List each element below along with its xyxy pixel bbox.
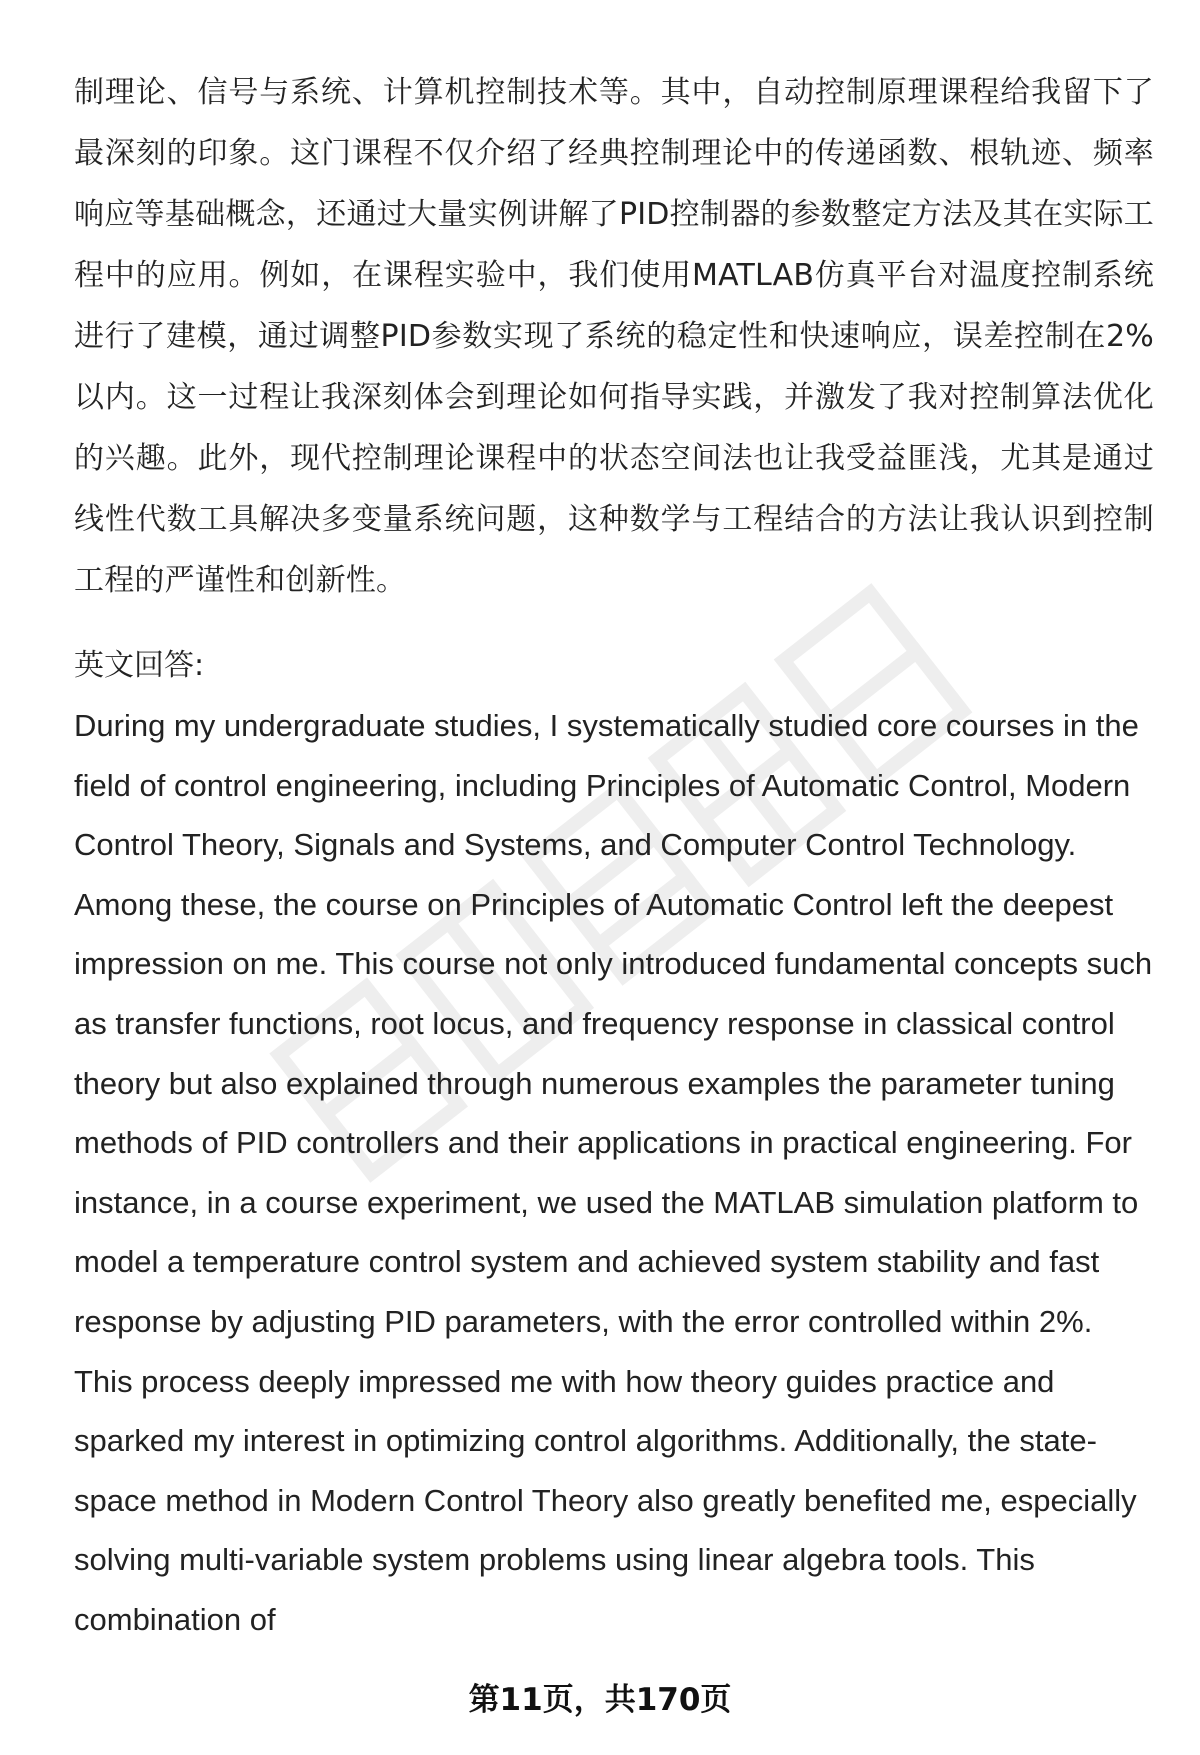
english-answer-paragraph: During my undergraduate studies, I systematically studied core courses in the field of control engineering, including Principles of Automatic Control, Modern Control Theory, Signals and Systems, and Computer Control Technology. Among these, the course on Principles of Automatic Control left the deepest impression on me. This course not only introduced fundamental concepts such as transfer functions, root locus, and frequency response in classical control theory but also explained through numerous examples the parameter tuning methods of PID controllers and their applications in practical engineering. For instance, in a course experiment, we used the MATLAB simulation platform to model a temperature control system and achieved system stability and fast response by adjusting PID parameters, with the error controlled within 2%. This process deeply impressed me with how theory guides practice and sparked my interest in optimizing control algorithms. Additionally, the state-space method in Modern Control Theory also greatly benefited me, especially solving multi-variable system problems using linear algebra tools. This combination of bbox=[74, 708, 1153, 1637]
english-answer-heading: 英文回答: bbox=[74, 648, 205, 683]
page-number-footer: 第11页，共170页 bbox=[468, 1682, 732, 1718]
chinese-answer-paragraph: 制理论、信号与系统、计算机控制技术等。其中，自动控制原理课程给我留下了最深刻的印象。这门课程不仅介绍了经典控制理论中的传递函数、根轨迹、频率响应等基础概念，还通过大量实例讲解了PID控制器的参数整定方法及其在实际工程中的应用。例如，在课程实验中，我们使用MATLAB仿真平台对温度控制系统进行了建模，通过调整PID参数实现了系统的稳定性和快速响应，误差控制在2%以内。这一过程让我深刻体会到理论如何指导实践，并激发了我对控制算法优化的兴趣。此外，现代控制理论课程中的状态空间法也让我受益匪浅，尤其是通过线性代数工具解决多变量系统问题，这种数学与工程结合的方法让我认识到控制工程的严谨性和创新性。 bbox=[74, 75, 1154, 598]
page-content bbox=[74, 62, 1154, 1650]
